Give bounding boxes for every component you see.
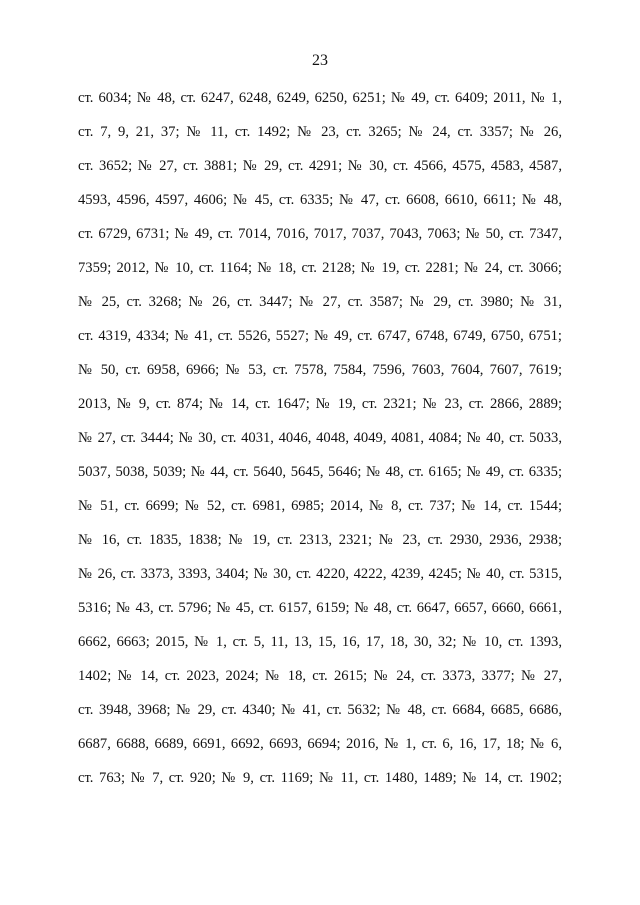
text-line: ст. 3948, 3968; № 29, ст. 4340; № 41, ст. 5632; № 48, ст. 6684, 6685, 6686, bbox=[78, 702, 562, 718]
text-line: 6662, 6663; 2015, № 1, ст. 5, 11, 13, 15, 16, 17, 18, 30, 32; № 10, ст. 1393, bbox=[78, 634, 562, 650]
text-line: № 25, ст. 3268; № 26, ст. 3447; № 27, ст. 3587; № 29, ст. 3980; № 31, bbox=[78, 294, 562, 310]
text-line: ст. 3652; № 27, ст. 3881; № 29, ст. 4291; № 30, ст. 4566, 4575, 4583, 4587, bbox=[78, 158, 562, 174]
text-line: № 50, ст. 6958, 6966; № 53, ст. 7578, 7584, 7596, 7603, 7604, 7607, 7619; bbox=[78, 362, 562, 378]
text-line: ст. 763; № 7, ст. 920; № 9, ст. 1169; № 11, ст. 1480, 1489; № 14, ст. 1902; bbox=[78, 770, 562, 786]
text-line: 2013, № 9, ст. 874; № 14, ст. 1647; № 19, ст. 2321; № 23, ст. 2866, 2889; bbox=[78, 396, 562, 412]
text-line: ст. 7, 9, 21, 37; № 11, ст. 1492; № 23, ст. 3265; № 24, ст. 3357; № 26, bbox=[78, 124, 562, 140]
text-line: ст. 4319, 4334; № 41, ст. 5526, 5527; № 49, ст. 6747, 6748, 6749, 6750, 6751; bbox=[78, 328, 562, 344]
text-line: № 16, ст. 1835, 1838; № 19, ст. 2313, 2321; № 23, ст. 2930, 2936, 2938; bbox=[78, 532, 562, 548]
text-line: № 26, ст. 3373, 3393, 3404; № 30, ст. 4220, 4222, 4239, 4245; № 40, ст. 5315, bbox=[78, 566, 562, 582]
text-line: 4593, 4596, 4597, 4606; № 45, ст. 6335; № 47, ст. 6608, 6610, 6611; № 48, bbox=[78, 192, 562, 208]
text-line: 6687, 6688, 6689, 6691, 6692, 6693, 6694; 2016, № 1, ст. 6, 16, 17, 18; № 6, bbox=[78, 736, 562, 752]
text-line: 5316; № 43, ст. 5796; № 45, ст. 6157, 6159; № 48, ст. 6647, 6657, 6660, 6661, bbox=[78, 600, 562, 616]
text-line: 1402; № 14, ст. 2023, 2024; № 18, ст. 2615; № 24, ст. 3373, 3377; № 27, bbox=[78, 668, 562, 684]
text-line: № 27, ст. 3444; № 30, ст. 4031, 4046, 4048, 4049, 4081, 4084; № 40, ст. 5033, bbox=[78, 430, 562, 446]
body-text bbox=[78, 88, 562, 802]
text-line: 7359; 2012, № 10, ст. 1164; № 18, ст. 2128; № 19, ст. 2281; № 24, ст. 3066; bbox=[78, 260, 562, 276]
text-line: ст. 6729, 6731; № 49, ст. 7014, 7016, 7017, 7037, 7043, 7063; № 50, ст. 7347, bbox=[78, 226, 562, 242]
text-line: № 51, ст. 6699; № 52, ст. 6981, 6985; 2014, № 8, ст. 737; № 14, ст. 1544; bbox=[78, 498, 562, 514]
text-line: 5037, 5038, 5039; № 44, ст. 5640, 5645, 5646; № 48, ст. 6165; № 49, ст. 6335; bbox=[78, 464, 562, 480]
text-line: ст. 6034; № 48, ст. 6247, 6248, 6249, 6250, 6251; № 49, ст. 6409; 2011, № 1, bbox=[78, 90, 562, 106]
page-number: 23 bbox=[312, 52, 328, 69]
